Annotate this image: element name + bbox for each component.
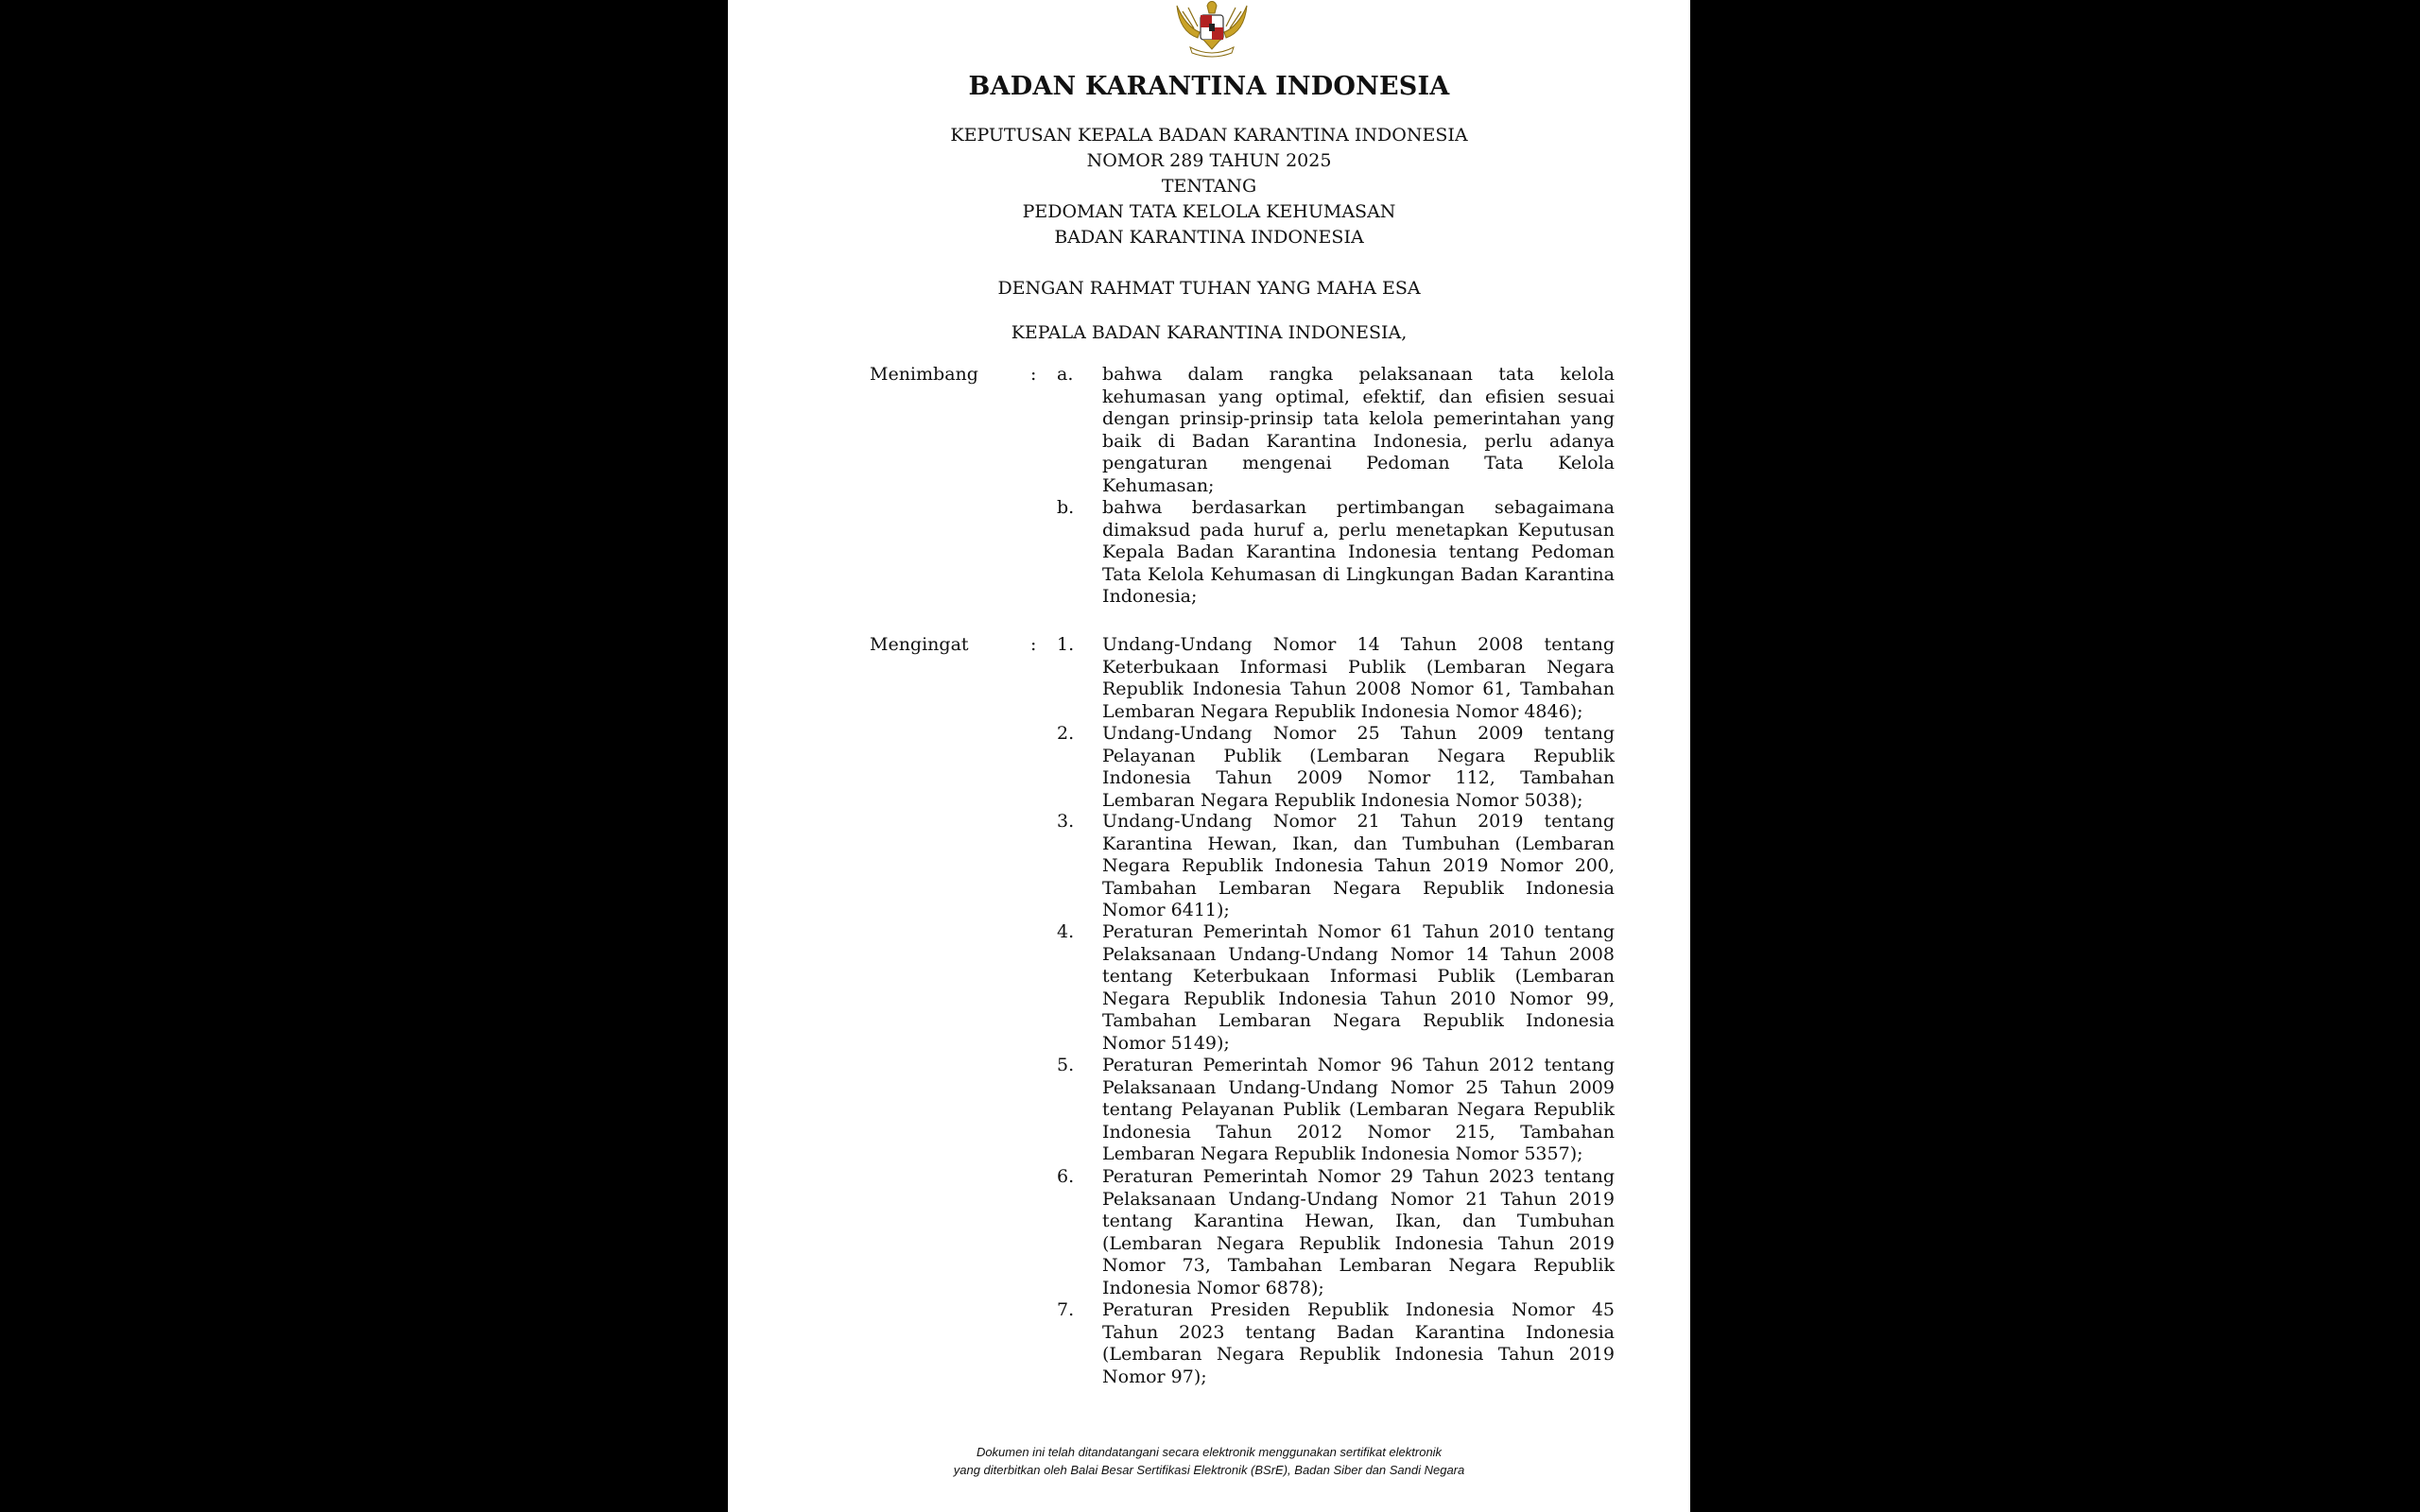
decree-line: KEPUTUSAN KEPALA BADAN KARANTINA INDONESIA [950,125,1468,146]
mengingat-item-text: Peraturan Pemerintah Nomor 96 Tahun 2012 tentang Pelaksanaan Undang-Undang Nomor 25 Tahun 2009 tentang Pelayanan Publik (Lembaran Negara Republik Indonesia Tahun 2012 Nomor 215, Tambahan Lembaran Negara Republik Indonesia Nomor 5357); [1102,1055,1615,1164]
mengingat-label: Mengingat [870,634,969,655]
invocation-text: DENGAN RAHMAT TUHAN YANG MAHA ESA [997,278,1421,299]
mengingat-item-text: Peraturan Presiden Republik Indonesia Nomor 45 Tahun 2023 tentang Badan Karantina Indonesia (Lembaran Negara Republik Indonesia Tahun 2019 Nomor 97); [1102,1299,1615,1387]
footer-line: yang diterbitkan oleh Balai Besar Sertifikasi Elektronik (BSrE), Badan Siber dan Sandi Negara [953,1463,1465,1477]
decree-line: NOMOR 289 TAHUN 2025 [1086,150,1332,171]
mengingat-item-marker: 5. [1057,1055,1075,1075]
footer-line: Dokumen ini telah ditandatangani secara elektronik menggunakan sertifikat elektronik [976,1445,1443,1459]
signature-footer [728,1443,1690,1479]
garuda-pancasila-emblem-icon [1169,0,1254,59]
mengingat-item-marker: 4. [1057,921,1075,942]
decree-line: BADAN KARANTINA INDONESIA [1054,227,1364,248]
decree-line: TENTANG [1161,176,1257,197]
mengingat-colon: : [1030,634,1037,655]
mengingat-item-marker: 6. [1057,1166,1075,1187]
official-title: KEPALA BADAN KARANTINA INDONESIA, [1011,322,1408,343]
menimbang-item-text: bahwa dalam rangka pelaksanaan tata kelola kehumasan yang optimal, efektif, dan efisien sesuai dengan prinsip-prinsip tata kelola pemerintahan yang baik di Badan Karantina Indonesia, perlu adanya pengaturan mengenai Pedoman Tata Kelola Kehumasan; [1102,364,1615,496]
decree-heading [728,123,1690,250]
menimbang-item-marker: a. [1057,364,1074,385]
menimbang-label: Menimbang [870,364,978,385]
mengingat-item-marker: 2. [1057,723,1075,744]
mengingat-item-text: Undang-Undang Nomor 25 Tahun 2009 tentang Pelayanan Publik (Lembaran Negara Republik Indonesia Tahun 2009 Nomor 112, Tambahan Lembaran Negara Republik Indonesia Nomor 5038); [1102,723,1615,811]
mengingat-item-marker: 7. [1057,1299,1075,1320]
menimbang-item-marker: b. [1057,497,1075,518]
menimbang-item-text: bahwa berdasarkan pertimbangan sebagaimana dimaksud pada huruf a, perlu menetapkan Keputusan Kepala Badan Karantina Indonesia tentang Pedoman Tata Kelola Kehumasan di Lingkungan Badan Karantina Indonesia; [1102,497,1615,607]
mengingat-item-marker: 1. [1057,634,1075,655]
mengingat-item-text: Undang-Undang Nomor 21 Tahun 2019 tentang Karantina Hewan, Ikan, dan Tumbuhan (Lembaran Negara Republik Indonesia Tahun 2019 Nomor 200, Tambahan Lembaran Negara Republik Indonesia Nomor 6411); [1102,811,1615,920]
decree-line: PEDOMAN TATA KELOLA KEHUMASAN [1022,201,1396,222]
document-page[interactable] [728,0,1690,1512]
mengingat-item-marker: 3. [1057,811,1075,832]
agency-title: BADAN KARANTINA INDONESIA [968,72,1450,101]
mengingat-item-text: Peraturan Pemerintah Nomor 61 Tahun 2010 tentang Pelaksanaan Undang-Undang Nomor 14 Tahun 2008 tentang Keterbukaan Informasi Publik (Lembaran Negara Republik Indonesia Tahun 2010 Nomor 99, Tambahan Lembaran Negara Republik Indonesia Nomor 5149); [1102,921,1615,1054]
mengingat-item-text: Undang-Undang Nomor 14 Tahun 2008 tentang Keterbukaan Informasi Publik (Lembaran Negara Republik Indonesia Tahun 2008 Nomor 61, Tambahan Lembaran Negara Republik Indonesia Nomor 4846); [1102,634,1615,722]
menimbang-colon: : [1030,364,1037,385]
mengingat-item-text: Peraturan Pemerintah Nomor 29 Tahun 2023 tentang Pelaksanaan Undang-Undang Nomor 21 Tahun 2019 tentang Karantina Hewan, Ikan, dan Tumbuhan (Lembaran Negara Republik Indonesia Tahun 2019 Nomor 73, Tambahan Lembaran Negara Republik Indonesia Nomor 6878); [1102,1166,1615,1298]
